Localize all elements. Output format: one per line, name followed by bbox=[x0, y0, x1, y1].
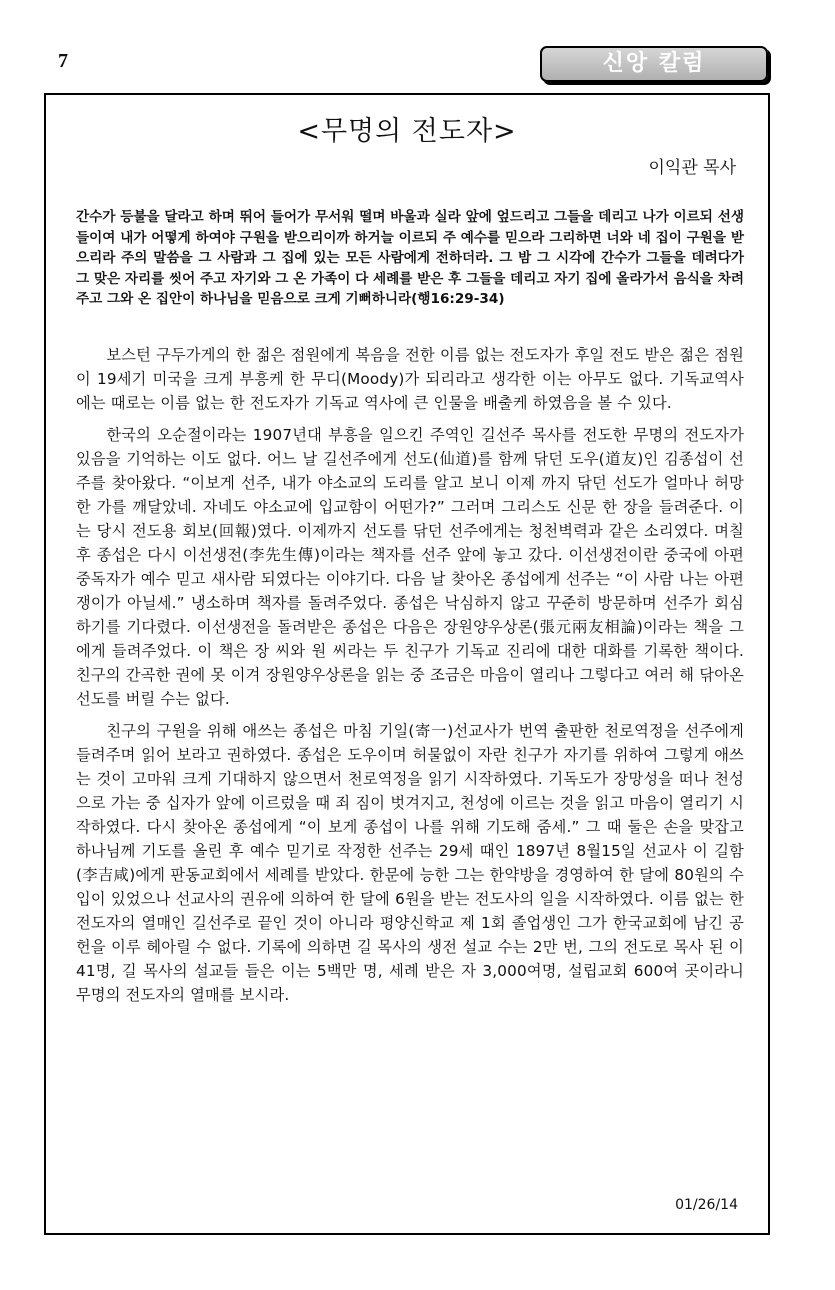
section-header-tab: 신앙 칼럼 bbox=[540, 46, 768, 82]
paragraph-1: 보스턴 구두가게의 한 젊은 점원에게 복음을 전한 이름 없는 전도자가 후일 전도 받은 젊은 점원이 19세기 미국을 크게 부흥케 한 무디(Moody)가 되리라고 생각한 이는 아무도 없다. 기독교역사에는 때로는 이름 없는 한 전도자가 기독교 역사에 큰 인물을 배출케 하였음을 볼 수 있다. bbox=[76, 346, 744, 412]
scripture-passage: 간수가 등불을 달라고 하며 뛰어 들어가 무서워 떨며 바울과 실라 앞에 엎드리고 그들을 데리고 나가 이르되 선생들이여 내가 어떻게 하여야 구원을 받으리이까 하거늘 이르되 주 예수를 믿으라 그리하면 너와 네 집이 구원을 받으리라 주의 말씀을 그 사람과 그 집에 있는 모든 사람에게 전하더라. 그 밤 그 시각에 간수가 그들을 데려다가 그 맞은 자리를 씻어 주고 자기와 그 온 가족이 다 세례를 받은 후 그들을 데리고 자기 집에 올라가서 음식을 차려 주고 그와 온 집안이 하나님을 믿음으로 크게 기뻐하니라(행16:29-34) bbox=[76, 209, 744, 308]
article-frame bbox=[44, 93, 770, 1235]
page-number: 7 bbox=[58, 50, 68, 72]
paragraph-2: 한국의 오순절이라는 1907년대 부흥을 일으킨 주역인 길선주 목사를 전도한 무명의 전도자가 있음을 기억하는 이도 없다. 어느 날 길선주에게 선도(仙道)를 함께 닦던 도우(道友)인 김종섭이 선주를 찾아왔다. “이보게 선주, 내가 야소교의 도리를 알고 보니 이제 까지 닦던 선도가 얼마나 허망한 가를 깨달았네. 자네도 야소교에 입교함이 어떤가?” 그러며 그리스도 신문 한 장을 들려준다. 이는 당시 전도용 회보(回報)였다. 이제까지 선도를 닦던 선주에게는 청천벽력과 같은 소리였다. 며칠 후 종섭은 다시 이선생전(李先生傳)이라는 책자를 선주 앞에 놓고 갔다. 이선생전이란 중국에 아편 중독자가 예수 믿고 새사람 되였다는 이야기다. 다음 날 찾아온 종섭에게 선주는 “이 사람 나는 아편쟁이가 아닐세.” 냉소하며 책자를 돌려주었다. 종섭은 낙심하지 않고 꾸준히 방문하며 선주가 회심하기를 기다렸다. 이선생전을 돌려받은 종섭은 다음은 장원양우상론(張元兩友相論)이라는 책을 그에게 들려주었다. 이 책은 장 씨와 원 씨라는 두 친구가 기독교 진리에 대한 대화를 기록한 책이다. 친구의 간곡한 권에 못 이겨 장원양우상론을 읽는 중 조금은 마음이 열리나 그렇다고 여러 해 닦아온 선도를 버릴 수는 없다. bbox=[76, 426, 744, 708]
paragraph-3: 친구의 구원을 위해 애쓰는 종섭은 마침 기일(寄一)선교사가 번역 출판한 천로역정을 선주에게 들려주며 읽어 보라고 권하였다. 종섭은 도우이며 허물없이 자란 친구가 자기를 위하여 그렇게 애쓰는 것이 고마워 크게 기대하지 않으면서 천로역정을 읽기 시작하였다. 기독도가 장망성을 떠나 천성으로 가는 중 십자가 앞에 이르렀을 때 죄 짐이 벗겨지고, 천성에 이르는 것을 읽고 마음이 열리기 시작하였다. 다시 찾아온 종섭에게 “이 보게 종섭이 나를 위해 기도해 줌세.” 그 때 둘은 손을 맞잡고 하나님께 기도를 올린 후 예수 믿기로 작정한 선주는 29세 때인 1897년 8월15일 선교사 이 길함(李吉咸)에게 판동교회에서 세례를 받았다. 한문에 능한 그는 한약방을 경영하여 한 달에 80원의 수입이 있었으나 선교사의 권유에 의하여 한 달에 6원을 받는 전도사의 일을 시작하였다. 이름 없는 한 전도자의 열매인 길선주로 끝인 것이 아니라 평양신학교 제 1회 졸업생인 그가 한국교회에 남긴 공헌을 이루 헤아릴 수 없다. 기록에 의하면 길 목사의 생전 설교 수는 2만 번, 그의 전도로 목사 된 이 41명, 길 목사의 설교들 들은 이는 5백만 명, 세례 받은 자 3,000여명, 설립교회 600여 곳이라니 무명의 전도자의 열매를 보시라. bbox=[76, 722, 744, 1004]
article-title: <무명의 전도자> bbox=[297, 116, 517, 147]
article-date: 01/26/14 bbox=[675, 1197, 738, 1213]
article-author: 이익관 목사 bbox=[648, 158, 736, 178]
article-body bbox=[76, 343, 744, 1015]
